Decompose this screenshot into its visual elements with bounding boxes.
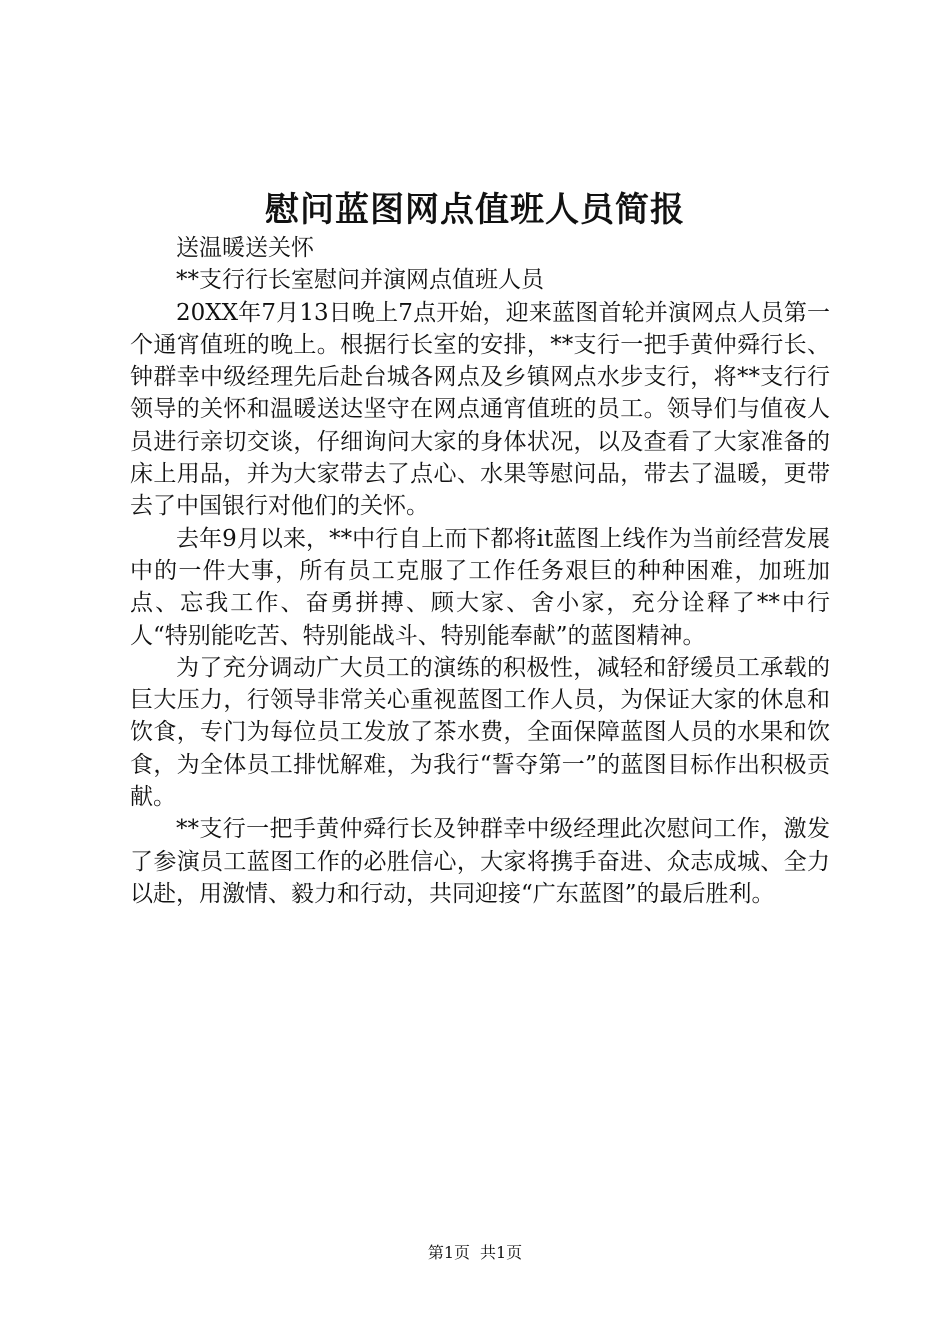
paragraph: 20XX年7月13日晚上7点开始，迎来蓝图首轮并演网点人员第一个通宵值班的晚上。根据行长室的安排，**支行一把手黄仲舜行长、钟群幸中级经理先后赴台城各网点及乡镇网点水步支行，将**支行行领导的关怀和温暖送达坚守在网点通宵值班的员工。领导们与值夜人员进行亲切交谈，仔细询问大家的身体状况，以及查看了大家准备的床上用品，并为大家带去了点心、水果等慰问品，带去了温暖，更带去了中国银行对他们的关怀。 <box>130 299 830 520</box>
paragraph-subtitle: 送温暖送关怀 <box>176 235 314 261</box>
paragraph: **支行一把手黄仲舜行长及钟群幸中级经理此次慰问工作，激发了参演员工蓝图工作的必胜信心，大家将携手奋进、众志成城、全力以赴，用激情、毅力和行动，共同迎接“广东蓝图”的最后胜利。 <box>130 816 830 907</box>
page-footer <box>0 1242 950 1264</box>
paragraph: 去年9月以来，**中行自上而下都将it蓝图上线作为当前经营发展中的一件大事，所有员工克服了工作任务艰巨的种种困难，加班加点、忘我工作、奋勇拼搏、顾大家、舍小家，充分诠释了**中行人“特别能吃苦、特别能战斗、特别能奉献”的蓝图精神。 <box>130 525 830 649</box>
paragraph-heading: **支行行长室慰问并演网点值班人员 <box>176 267 544 294</box>
paragraph: 为了充分调动广大员工的演练的积极性，减轻和舒缓员工承载的巨大压力，行领导非常关心重视蓝图工作人员，为保证大家的休息和饮食，专门为每位员工发放了茶水费，全面保障蓝图人员的水果和饮食，为全体员工排忧解难，为我行“誓夺第一”的蓝图目标作出积极贡献。 <box>130 654 830 811</box>
document-body <box>130 232 830 910</box>
page-total: 共1页 <box>480 1243 523 1262</box>
document-title: 慰问蓝图网点值班人员简报 <box>265 190 685 230</box>
page-number: 第1页 <box>427 1243 470 1262</box>
